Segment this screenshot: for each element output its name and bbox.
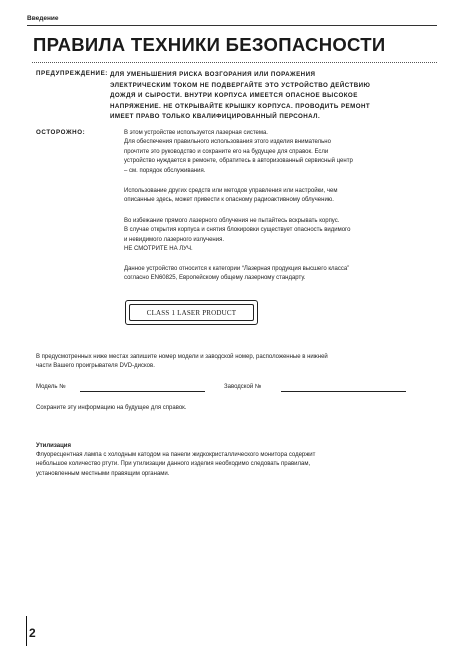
model-number-field[interactable] <box>80 391 205 392</box>
title-divider <box>32 62 437 63</box>
serial-number-field[interactable] <box>281 391 406 392</box>
warning-line: ДОЖДЯ И СЫРОСТИ. ВНУТРИ КОРПУСА ИМЕЕТСЯ ОПАСНОЕ ВЫСОКОЕ <box>110 92 358 100</box>
warning-label: ПРЕДУПРЕЖДЕНИЕ: <box>36 70 108 77</box>
disposal-text <box>36 451 315 479</box>
caution-line: Во избежание прямого лазерного облучения не пытайтесь вскрывать корпус. <box>124 218 340 224</box>
caution-line: устройство нуждается в ремонте, обратитесь в авторизованный сервисный центр <box>124 158 353 165</box>
disposal-line: установленным местными правящим органами. <box>36 470 170 477</box>
page-title: ПРАВИЛА ТЕХНИКИ БЕЗОПАСНОСТИ <box>33 34 386 55</box>
caution-line: НЕ СМОТРИТЕ НА ЛУЧ. <box>124 246 193 253</box>
warning-line: ЭЛЕКТРИЧЕСКИМ ТОКОМ НЕ ПОДВЕРГАЙТЕ ЭТО УСТРОЙСТВО ДЕЙСТВИЮ <box>110 81 371 89</box>
disposal-line: небольшое количество ртути. При утилизации данного изделия необходимо следовать правилам, <box>36 461 311 468</box>
disposal-line: Флуоресцентная лампа с холодным катодом на панели жидкокристаллического монитора содержит <box>36 452 316 458</box>
section-label: Введение <box>27 15 59 22</box>
warning-line: НАПРЯЖЕНИЕ. НЕ ОТКРЫВАЙТЕ КРЫШКУ КОРПУСА. ПРОВОДИТЬ РЕМОНТ <box>110 102 371 110</box>
header-rule <box>27 25 437 26</box>
record-intro <box>36 353 328 372</box>
caution-line: В этом устройстве используется лазерная система. <box>124 130 268 136</box>
caution-line: Данное устройство относится к категории “Лазерная продукция высшего класса” <box>124 266 350 272</box>
caution-paragraph-1 <box>124 129 353 176</box>
keep-note: Сохраните эту информацию на будущее для справок. <box>36 405 187 411</box>
record-intro-line: части Вашего проигрывателя DVD-дисков. <box>36 363 155 370</box>
caution-paragraph-3 <box>124 217 350 255</box>
laser-class-label <box>125 300 258 325</box>
caution-line: – см. порядок обслуживания. <box>124 167 206 174</box>
caution-paragraph-4 <box>124 265 349 284</box>
disposal-heading: Утилизация <box>36 443 71 449</box>
caution-line: и невидимого лазерного излучения. <box>124 236 225 243</box>
caution-line: прочтите это руководство и сохраните его на будущее для справок. Если <box>124 148 329 155</box>
warning-line: ДЛЯ УМЕНЬШЕНИЯ РИСКА ВОЗГОРАНИЯ ИЛИ ПОРАЖЕНИЯ <box>110 71 316 78</box>
warning-line: ИМЕЕТ ПРАВО ТОЛЬКО КВАЛИФИЦИРОВАННЫЙ ПЕРСОНАЛ. <box>110 113 321 121</box>
warning-text <box>110 70 430 123</box>
caution-line: согласно EN60825, Европейскому общему лазерному стандарту. <box>124 275 306 282</box>
laser-class-text: CLASS 1 LASER PRODUCT <box>129 304 254 321</box>
caution-paragraph-2 <box>124 187 337 206</box>
model-label: Модель № <box>36 384 66 390</box>
caution-line: описанные здесь, может привести к опасному радиоактивному облучению. <box>124 197 334 204</box>
caution-line: Для обеспечения правильного использования этого изделия внимательно <box>124 139 331 146</box>
record-intro-line: В предусмотренных ниже местах запишите номер модели и заводской номер, расположенные в нижней <box>36 354 328 360</box>
serial-label: Заводской № <box>224 384 262 390</box>
caution-line: В случае открытия корпуса и снятия блокировки существует опасность видимого <box>124 227 351 234</box>
page-number-bar <box>26 616 27 646</box>
caution-label: ОСТОРОЖНО: <box>36 129 86 136</box>
caution-line: Использование других средств или методов управления или настройки, чем <box>124 188 338 194</box>
page-number: 2 <box>29 626 36 640</box>
